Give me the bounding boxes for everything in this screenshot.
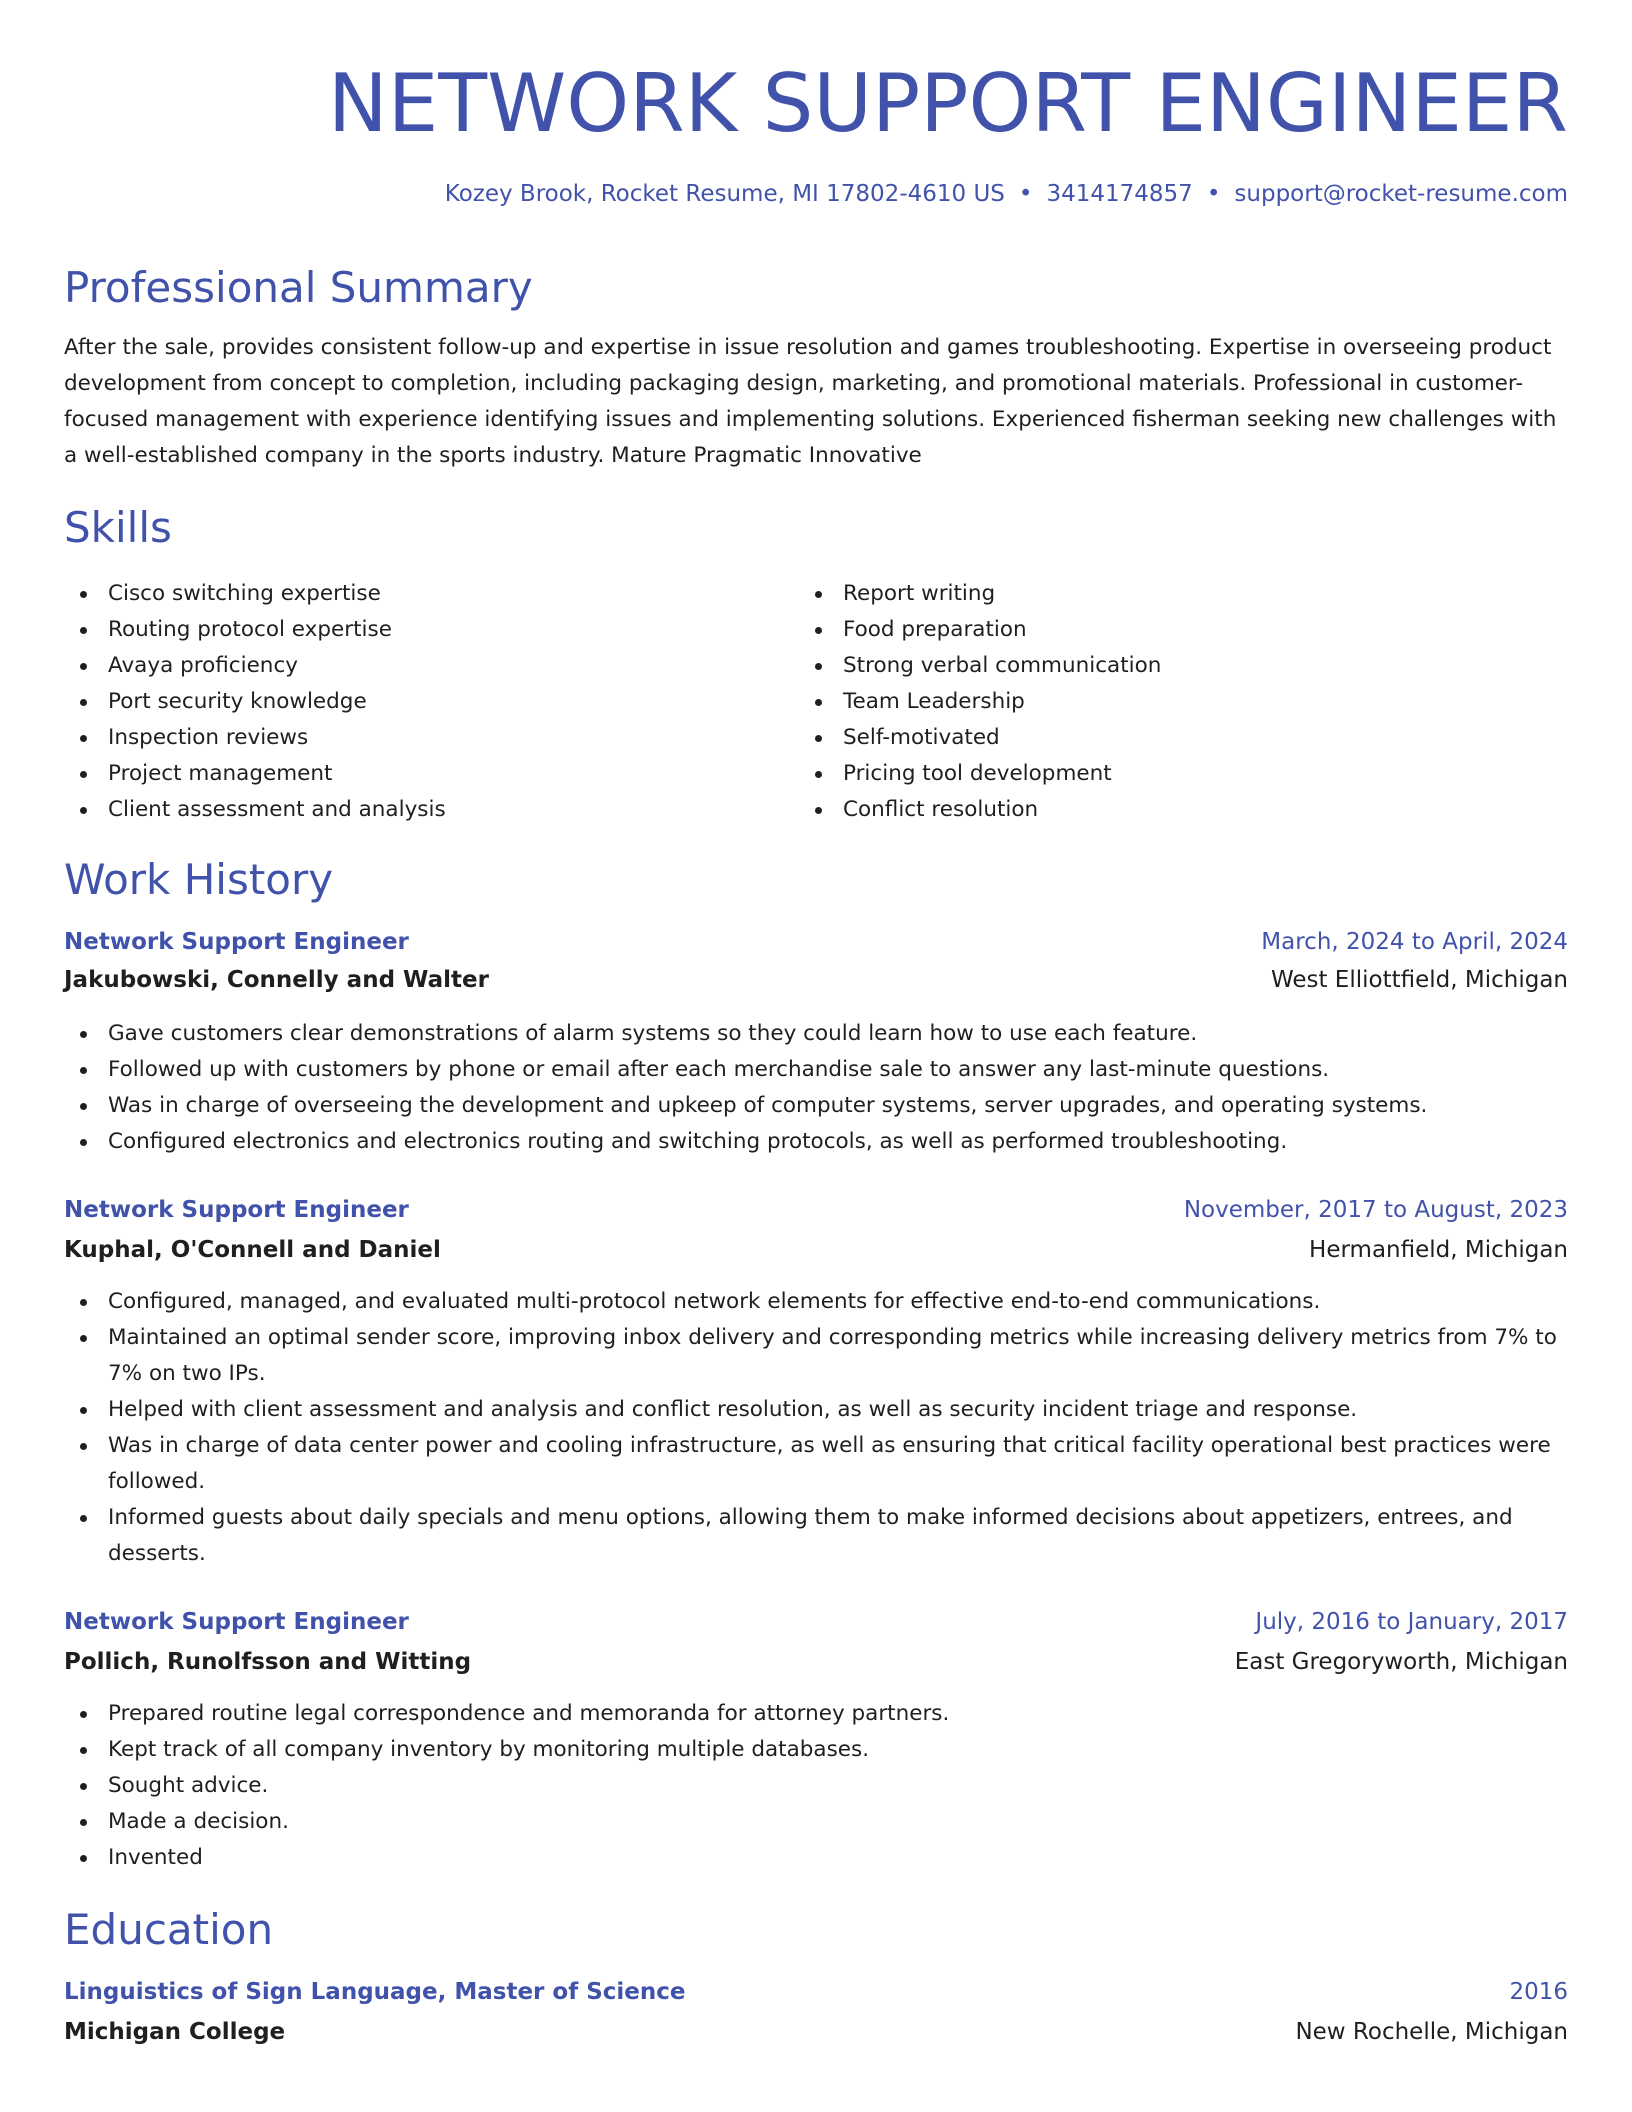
list-item: Cisco switching expertise xyxy=(64,576,764,612)
education-year: 2016 xyxy=(1509,1979,1568,2005)
education-degree: Linguistics of Sign Language, Master of Science xyxy=(64,1979,686,2005)
list-item: Followed up with customers by phone or email after each merchandise sale to answer any last-minute questions. xyxy=(64,1052,1568,1088)
contact-phone: 3414174857 xyxy=(1046,181,1193,207)
list-item: Conflict resolution xyxy=(799,792,1499,828)
job-title: Network Support Engineer xyxy=(64,1197,409,1223)
education-subheader xyxy=(64,2016,1568,2048)
job-subheader xyxy=(64,1646,1568,1678)
list-item: Was in charge of data center power and cooling infrastructure, as well as ensuring that critical facility operational best practices were followed. xyxy=(64,1428,1568,1500)
list-item: Avaya proficiency xyxy=(64,648,764,684)
contact-separator: • xyxy=(1018,181,1033,207)
list-item: Helped with client assessment and analysis and conflict resolution, as well as security incident triage and response. xyxy=(64,1392,1568,1428)
skills-heading: Skills xyxy=(64,503,172,552)
list-item: Project management xyxy=(64,756,764,792)
job-header xyxy=(64,926,1568,958)
list-item: Self-motivated xyxy=(799,720,1499,756)
summary-heading: Professional Summary xyxy=(64,263,533,312)
skills-column-left xyxy=(64,576,764,828)
list-item: Was in charge of overseeing the development and upkeep of computer systems, server upgrades, and operating systems. xyxy=(64,1088,1568,1124)
job-company: Kuphal, O'Connell and Daniel xyxy=(64,1237,441,1263)
job-location: West Elliottfield, Michigan xyxy=(1270,967,1568,993)
list-item: Client assessment and analysis xyxy=(64,792,764,828)
summary-text: After the sale, provides consistent follow-up and expertise in issue resolution and games troubleshooting. Expertise in overseeing product development from concept to completion, including packaging design, marketing, and promotional materials. Professional in customer-focused management with experience identifying issues and implementing solutions. Experienced fisherman seeking new challenges with a well-established company in the sports industry. Mature Pragmatic Innovative xyxy=(64,335,1557,468)
education-header xyxy=(64,1976,1568,2008)
list-item: Configured electronics and electronics routing and switching protocols, as well as performed troubleshooting. xyxy=(64,1124,1568,1160)
job-bullets xyxy=(64,1284,1568,1572)
list-item: Informed guests about daily specials and menu options, allowing them to make informed decisions about appetizers, entrees, and desserts. xyxy=(64,1500,1568,1572)
list-item: Routing protocol expertise xyxy=(64,612,764,648)
job-dates: March, 2024 to April, 2024 xyxy=(1261,929,1568,955)
job-location: East Gregoryworth, Michigan xyxy=(1234,1649,1568,1675)
list-item: Made a decision. xyxy=(64,1804,1568,1840)
list-item: Food preparation xyxy=(799,612,1499,648)
contact-address: Kozey Brook, Rocket Resume, MI 17802-4610 US xyxy=(444,181,1005,207)
list-item: Maintained an optimal sender score, improving inbox delivery and corresponding metrics while increasing delivery metrics from 7% to 7% on two IPs. xyxy=(64,1320,1568,1392)
work-history-heading: Work History xyxy=(64,855,334,904)
list-item: Configured, managed, and evaluated multi-protocol network elements for effective end-to-end communications. xyxy=(64,1284,1568,1320)
job-header xyxy=(64,1606,1568,1638)
list-item: Pricing tool development xyxy=(799,756,1499,792)
list-item: Prepared routine legal correspondence and memoranda for attorney partners. xyxy=(64,1696,1568,1732)
list-item: Inspection reviews xyxy=(64,720,764,756)
list-item: Port security knowledge xyxy=(64,684,764,720)
resume-name: NETWORK SUPPORT ENGINEER xyxy=(327,57,1568,150)
list-item: Gave customers clear demonstrations of alarm systems so they could learn how to use each feature. xyxy=(64,1016,1568,1052)
job-company: Pollich, Runolfsson and Witting xyxy=(64,1649,472,1675)
job-location: Hermanfield, Michigan xyxy=(1309,1237,1568,1263)
contact-line xyxy=(445,178,1568,210)
job-bullets xyxy=(64,1016,1568,1160)
list-item: Team Leadership xyxy=(799,684,1499,720)
job-header xyxy=(64,1194,1568,1226)
job-subheader xyxy=(64,964,1568,996)
job-title: Network Support Engineer xyxy=(64,1609,409,1635)
list-item: Strong verbal communication xyxy=(799,648,1499,684)
list-item: Kept track of all company inventory by monitoring multiple databases. xyxy=(64,1732,1568,1768)
list-item: Report writing xyxy=(799,576,1499,612)
job-dates: November, 2017 to August, 2023 xyxy=(1183,1197,1568,1223)
job-title: Network Support Engineer xyxy=(64,929,409,955)
contact-email[interactable]: support@rocket-resume.com xyxy=(1234,181,1568,207)
job-dates: July, 2016 to January, 2017 xyxy=(1255,1609,1568,1635)
education-heading: Education xyxy=(64,1905,274,1954)
contact-separator: • xyxy=(1206,181,1221,207)
education-location: New Rochelle, Michigan xyxy=(1295,2019,1568,2045)
list-item: Invented xyxy=(64,1840,1568,1876)
job-bullets xyxy=(64,1696,1568,1876)
job-company: Jakubowski, Connelly and Walter xyxy=(64,967,489,993)
skills-list-right xyxy=(799,576,1499,828)
education-school: Michigan College xyxy=(64,2019,286,2045)
list-item: Sought advice. xyxy=(64,1768,1568,1804)
job-subheader xyxy=(64,1234,1568,1266)
skills-column-right xyxy=(799,576,1499,828)
skills-list-left xyxy=(64,576,764,828)
